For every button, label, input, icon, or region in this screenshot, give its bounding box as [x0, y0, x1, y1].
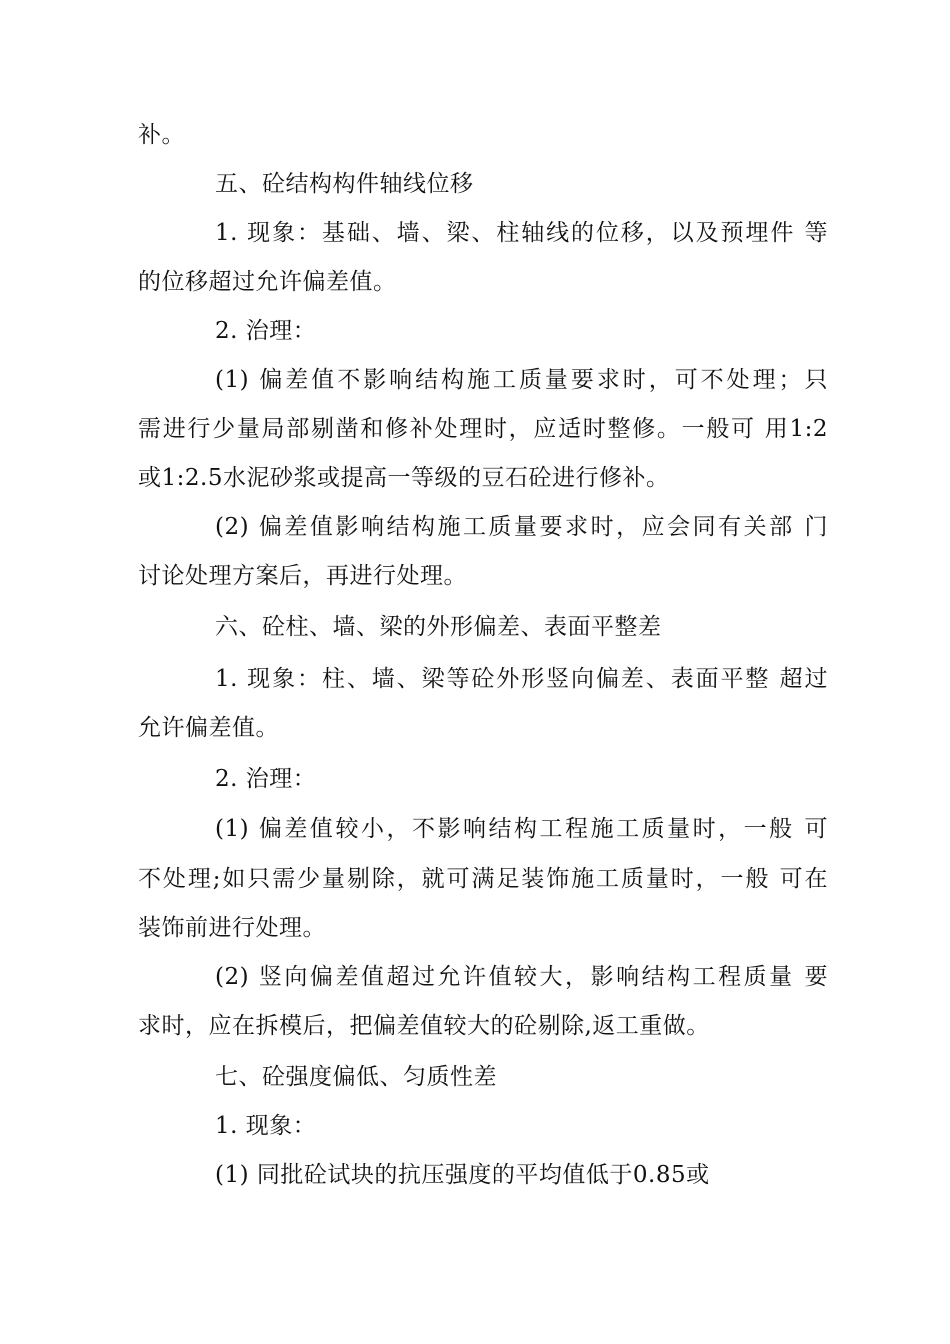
paragraph-line: 不处理;如只需少量剔除，就可满足装饰施工质量时，一般 可在: [138, 866, 828, 892]
paragraph-line: (1) 偏差值不影响结构施工质量要求时，可不处理；只: [215, 367, 828, 393]
paragraph-line: 讨论处理方案后，再进行处理。: [138, 563, 467, 589]
paragraph-line: (1) 偏差值较小，不影响结构工程施工质量时，一般 可: [215, 816, 828, 842]
paragraph-line: 需进行少量局部剔凿和修补处理时，应适时整修。一般可 用1:2: [138, 416, 828, 442]
paragraph-line: 装饰前进行处理。: [138, 915, 326, 941]
paragraph-line: 求时，应在拆模后，把偏差值较大的砼剔除,返工重做。: [138, 1013, 710, 1039]
subsection-heading: 2. 治理：: [215, 766, 317, 792]
paragraph-line: 1. 现象：柱、墙、梁等砼外形竖向偏差、表面平整 超过: [215, 666, 828, 692]
paragraph-line: (2) 偏差值影响结构施工质量要求时，应会同有关部 门: [215, 514, 828, 540]
paragraph-line: 或1:2.5水泥砂浆或提高一等级的豆石砼进行修补。: [138, 465, 670, 491]
subsection-heading: 2. 治理：: [215, 318, 317, 344]
section-heading: 五、砼结构构件轴线位移: [215, 171, 474, 197]
subsection-heading: 1. 现象：: [215, 1113, 317, 1139]
paragraph-line: 1. 现象：基础、墙、梁、柱轴线的位移，以及预埋件 等: [215, 220, 828, 246]
paragraph-line: 补。: [138, 122, 185, 148]
paragraph-line: 允许偏差值。: [138, 715, 279, 741]
paragraph-line: (1) 同批砼试块的抗压强度的平均值低于0.85或: [215, 1162, 710, 1188]
paragraph-line: 的位移超过允许偏差值。: [138, 269, 397, 295]
paragraph-line: (2) 竖向偏差值超过允许值较大，影响结构工程质量 要: [215, 964, 828, 990]
section-heading: 七、砼强度偏低、匀质性差: [215, 1064, 497, 1090]
section-heading: 六、砼柱、墙、梁的外形偏差、表面平整差: [215, 614, 662, 640]
